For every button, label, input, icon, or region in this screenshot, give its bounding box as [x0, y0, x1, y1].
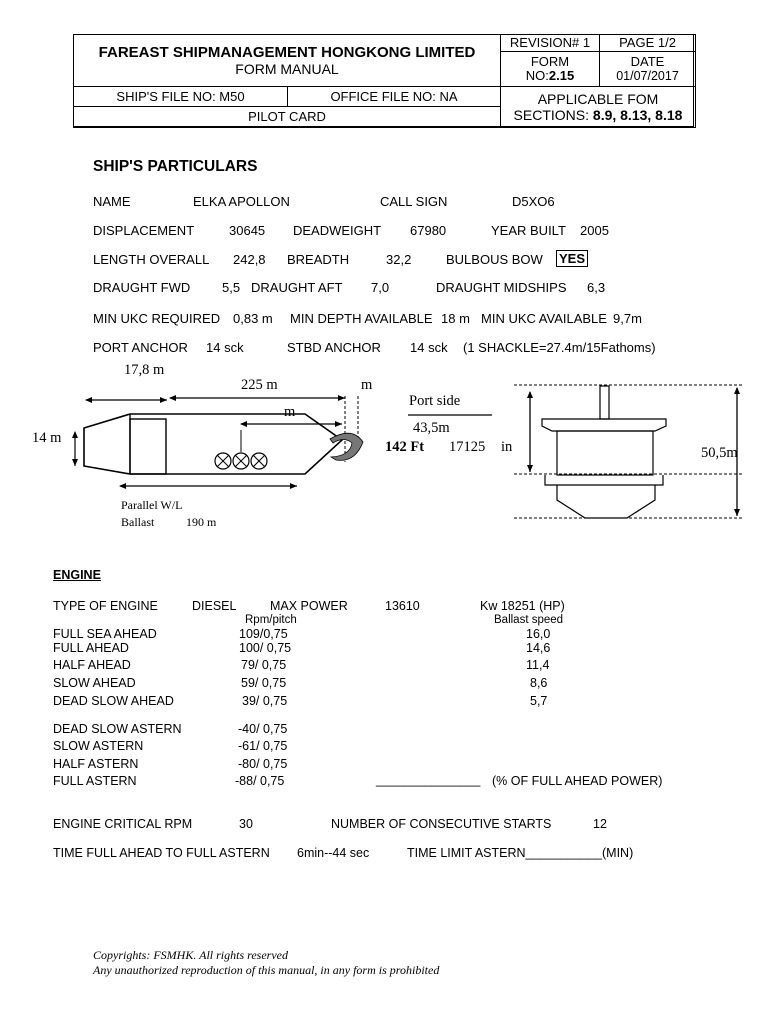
order-label: SLOW ASTERN [53, 739, 144, 753]
power-units: Kw 18251 (HP) [480, 599, 565, 613]
ballast-speed-header: Ballast speed [494, 614, 564, 626]
ukc-available-value: 9,7m [613, 311, 642, 326]
order-label: HALF AHEAD [53, 658, 131, 672]
breadth-label: BREADTH [287, 252, 350, 267]
ballast-length: 190 m [186, 515, 217, 529]
loa-value: 242,8 [233, 252, 266, 267]
cross-section-hull [557, 485, 655, 518]
page-cell [599, 34, 696, 52]
particulars-heading: SHIP'S PARTICULARS [93, 158, 258, 175]
revision: REVISION# 1 [509, 35, 591, 50]
order-label: FULL AHEAD [53, 641, 129, 655]
critical-rpm-value: 30 [239, 817, 253, 831]
draught-fwd-value: 5,5 [222, 280, 241, 295]
year-built-value: 2005 [580, 223, 609, 238]
loa-label: LENGTH OVERALL [93, 252, 210, 267]
port-anchor-value: 14 sck [206, 340, 244, 355]
mast [600, 386, 609, 419]
bulbous-bow-value: YES [556, 251, 588, 266]
ballast-label: Ballast [121, 515, 155, 529]
order-label: DEAD SLOW AHEAD [53, 694, 174, 708]
date-cell [599, 51, 696, 87]
date-label: DATE [630, 54, 665, 69]
dim-17-8-label: 17,8 m [124, 362, 165, 378]
order-rpm: -61/ 0,75 [238, 739, 288, 753]
order-label: FULL ASTERN [53, 774, 137, 788]
company-cell [73, 34, 501, 87]
order-speed: 8,6 [530, 676, 548, 690]
ship-name: ELKA APOLLON [193, 194, 290, 209]
min-depth-label: MIN DEPTH AVAILABLE [290, 311, 433, 326]
order-speed: 11,4 [526, 658, 550, 672]
rpm-pitch-header: Rpm/pitch [245, 614, 297, 626]
stbd-anchor-label: STBD ANCHOR [287, 340, 381, 355]
bow-thruster-symbols [215, 430, 267, 469]
engine-heading: ENGINE [53, 568, 101, 582]
dim-142-ft-label: 142 Ft [385, 439, 425, 455]
order-rpm: 109/0,75 [239, 627, 288, 641]
full-ahead-astern-label: TIME FULL AHEAD TO FULL ASTERN [53, 846, 270, 860]
applicable-sections: SECTIONS: 8.9, 8.13, 8.18 [513, 107, 683, 123]
cross-section-superstructure [557, 431, 653, 475]
dim-43-5-label: 43,5m [413, 420, 450, 436]
max-power-label: MAX POWER [270, 599, 348, 613]
order-rpm: -40/ 0,75 [238, 722, 288, 736]
applicable-cell [500, 86, 696, 128]
pilot-card-title: PILOT CARD [248, 109, 326, 124]
order-speed: 16,0 [526, 627, 551, 641]
port-anchor-label: PORT ANCHOR [93, 340, 188, 355]
order-speed: 5,7 [530, 694, 548, 708]
ukc-required-label: MIN UKC REQUIRED [93, 311, 221, 326]
dim-in-label: in [501, 439, 513, 455]
dim-14-label: 14 m [32, 430, 62, 446]
dim-m-right-label: m [361, 377, 373, 393]
office-file-cell [287, 86, 501, 107]
hull-outline [84, 414, 342, 474]
pilot-card-cell [73, 106, 501, 128]
cross-section-deck [545, 475, 663, 485]
callsign-value: D5XO6 [512, 194, 555, 209]
order-rpm: -80/ 0,75 [238, 757, 288, 771]
max-power-value: 13610 [385, 599, 420, 613]
bulbous-bow-label: BULBOUS BOW [446, 252, 543, 267]
ukc-required-value: 0,83 m [233, 311, 273, 326]
order-label: DEAD SLOW ASTERN [53, 722, 182, 736]
displacement-label: DISPLACEMENT [93, 223, 195, 238]
order-rpm: 100/ 0,75 [239, 641, 292, 655]
order-rpm: 79/ 0,75 [241, 658, 287, 672]
port-side-label: Port side [409, 393, 461, 409]
dim-m-mid-label: m [284, 404, 296, 420]
draught-aft-label: DRAUGHT AFT [251, 280, 343, 295]
callsign-label: CALL SIGN [380, 194, 448, 209]
ship-profile-diagram [0, 355, 768, 535]
stbd-anchor-value: 14 sck [410, 340, 448, 355]
draught-mid-value: 6,3 [587, 280, 606, 295]
form-manual-label: FORM MANUAL [235, 60, 339, 77]
dim-17125-label: 17125 [449, 439, 486, 455]
year-built-label: YEAR BUILT [491, 223, 566, 238]
consecutive-starts-value: 12 [593, 817, 607, 831]
page-number: PAGE 1/2 [619, 35, 676, 50]
date-value: 01/07/2017 [616, 69, 679, 83]
company-name: FAREAST SHIPMANAGEMENT HONGKONG LIMITED [98, 43, 476, 61]
draught-aft-value: 7,0 [371, 280, 390, 295]
draught-fwd-label: DRAUGHT FWD [93, 280, 191, 295]
form-no: NO:2.15 [525, 68, 575, 83]
bridge-wings [542, 419, 666, 431]
draught-mid-label: DRAUGHT MIDSHIPS [436, 280, 567, 295]
order-label: SLOW AHEAD [53, 676, 136, 690]
name-label: NAME [93, 194, 131, 209]
form-header [73, 34, 694, 127]
full-astern-power-blank[interactable]: _______________ [376, 773, 481, 787]
applicable-fom: APPLICABLE FOM [537, 91, 659, 107]
displacement-value: 30645 [229, 223, 266, 238]
dim-50-5-label: 50,5m [701, 445, 738, 461]
parallel-wl-label: Parallel W/L [121, 498, 183, 512]
form-no-cell [500, 51, 600, 87]
form-label: FORM [530, 54, 570, 69]
reproduction-notice: Any unauthorized reproduction of this manual, in any form is prohibited [93, 963, 440, 977]
office-file-no: OFFICE FILE NO: NA [330, 88, 458, 104]
time-limit-astern: TIME LIMIT ASTERN___________(MIN) [407, 846, 634, 860]
order-speed: 14,6 [526, 641, 551, 655]
order-label: FULL SEA AHEAD [53, 627, 157, 641]
order-label: HALF ASTERN [53, 757, 139, 771]
breadth-value: 32,2 [386, 252, 412, 267]
full-astern-power-note: (% OF FULL AHEAD POWER) [492, 774, 663, 788]
deadweight-value: 67980 [410, 223, 447, 238]
ships-file-cell [73, 86, 288, 107]
order-rpm: 39/ 0,75 [242, 694, 288, 708]
copyright-line: Copyrights: FSMHK. All rights reserved [93, 948, 288, 962]
revision-cell [500, 34, 600, 52]
superstructure [130, 419, 166, 474]
order-rpm: -88/ 0,75 [235, 774, 285, 788]
engine-type-value: DIESEL [192, 599, 237, 613]
dim-225-label: 225 m [241, 377, 278, 393]
min-depth-value: 18 m [441, 311, 470, 326]
ukc-available-label: MIN UKC AVAILABLE [481, 311, 607, 326]
consecutive-starts-label: NUMBER OF CONSECUTIVE STARTS [331, 817, 552, 831]
critical-rpm-label: ENGINE CRITICAL RPM [53, 817, 193, 831]
ships-file-no: SHIP'S FILE NO: M50 [116, 88, 245, 104]
full-ahead-astern-value: 6min--44 sec [297, 846, 370, 860]
order-rpm: 59/ 0,75 [241, 676, 287, 690]
shackle-note: (1 SHACKLE=27.4m/15Fathoms) [463, 340, 656, 355]
deadweight-label: DEADWEIGHT [293, 223, 382, 238]
engine-type-label: TYPE OF ENGINE [53, 599, 158, 613]
